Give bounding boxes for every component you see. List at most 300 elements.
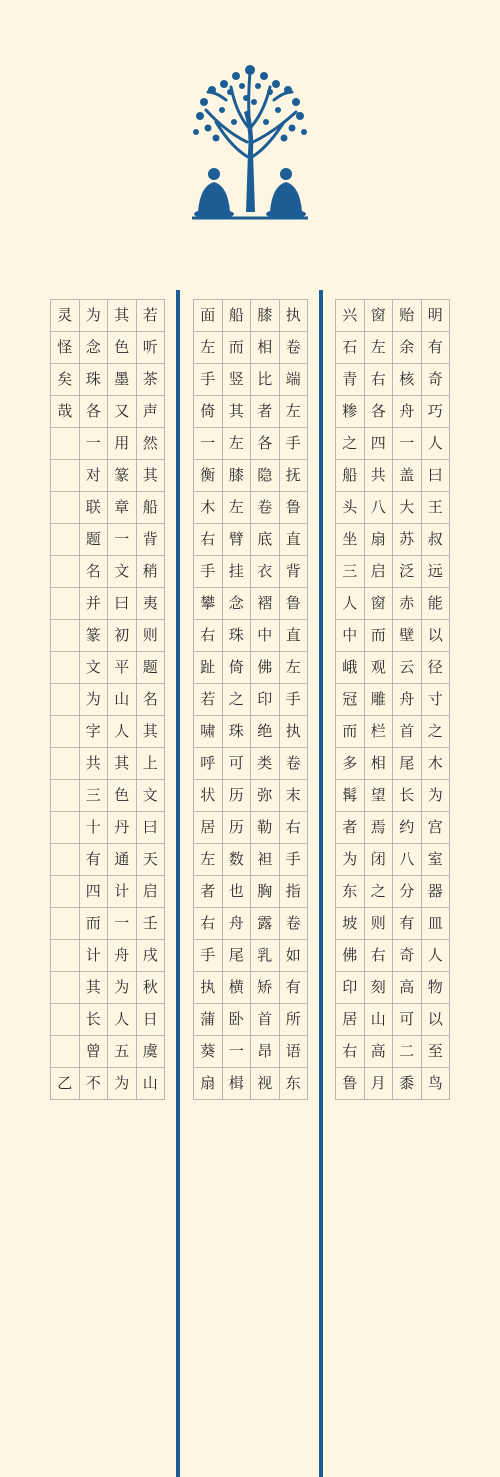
character-cell: 栏 xyxy=(365,716,394,748)
character-cell: 则 xyxy=(137,620,166,652)
character-cell: 贻 xyxy=(393,300,422,332)
character-cell: 卷 xyxy=(251,492,280,524)
character-cell xyxy=(51,524,80,556)
character-cell: 弥 xyxy=(251,780,280,812)
character-cell: 人 xyxy=(422,428,451,460)
character-cell: 若 xyxy=(194,684,223,716)
character-cell xyxy=(51,748,80,780)
character-cell xyxy=(51,620,80,652)
character-cell: 攀 xyxy=(194,588,223,620)
character-cell: 人 xyxy=(336,588,365,620)
character-cell: 褶 xyxy=(251,588,280,620)
character-cell: 之 xyxy=(336,428,365,460)
character-cell: 墨 xyxy=(108,364,137,396)
character-cell: 左 xyxy=(223,428,252,460)
character-cell: 直 xyxy=(280,620,309,652)
character-cell: 各 xyxy=(251,428,280,460)
character-cell: 也 xyxy=(223,876,252,908)
character-cell: 右 xyxy=(194,908,223,940)
character-cell: 夷 xyxy=(137,588,166,620)
character-cell: 指 xyxy=(280,876,309,908)
character-cell: 珠 xyxy=(80,364,109,396)
character-cell: 共 xyxy=(365,460,394,492)
character-cell: 器 xyxy=(422,876,451,908)
character-cell: 左 xyxy=(194,844,223,876)
character-cell: 苏 xyxy=(393,524,422,556)
character-cell: 可 xyxy=(223,748,252,780)
character-cell: 楫 xyxy=(223,1068,252,1100)
character-cell xyxy=(51,1004,80,1036)
character-cell: 扇 xyxy=(365,524,394,556)
character-cell: 云 xyxy=(393,652,422,684)
character-cell: 题 xyxy=(137,652,166,684)
character-cell: 执 xyxy=(194,972,223,1004)
character-cell: 文 xyxy=(108,556,137,588)
character-cell: 怪 xyxy=(51,332,80,364)
character-cell: 者 xyxy=(194,876,223,908)
character-cell: 青 xyxy=(336,364,365,396)
character-cell: 语 xyxy=(280,1036,309,1068)
character-cell: 天 xyxy=(137,844,166,876)
character-cell: 鲁 xyxy=(336,1068,365,1100)
character-cell: 曾 xyxy=(80,1036,109,1068)
character-cell: 为 xyxy=(108,1068,137,1100)
character-cell: 有 xyxy=(422,332,451,364)
character-cell: 不 xyxy=(80,1068,109,1100)
character-cell: 盖 xyxy=(393,460,422,492)
character-cell: 船 xyxy=(137,492,166,524)
character-cell: 其 xyxy=(223,396,252,428)
character-cell: 一 xyxy=(80,428,109,460)
character-cell: 声 xyxy=(137,396,166,428)
character-cell: 灵 xyxy=(51,300,80,332)
character-cell: 头 xyxy=(336,492,365,524)
character-cell: 二 xyxy=(393,1036,422,1068)
character-cell: 比 xyxy=(251,364,280,396)
character-cell: 相 xyxy=(251,332,280,364)
character-cell xyxy=(51,716,80,748)
character-cell: 对 xyxy=(80,460,109,492)
character-cell: 壬 xyxy=(137,908,166,940)
character-cell: 舟 xyxy=(393,396,422,428)
character-cell: 如 xyxy=(280,940,309,972)
character-cell: 袒 xyxy=(251,844,280,876)
character-cell: 丹 xyxy=(108,812,137,844)
character-cell: 其 xyxy=(137,716,166,748)
character-cell: 抚 xyxy=(280,460,309,492)
character-cell: 视 xyxy=(251,1068,280,1100)
character-cell: 题 xyxy=(80,524,109,556)
character-cell: 手 xyxy=(194,556,223,588)
character-cell: 右 xyxy=(365,940,394,972)
character-cell: 膝 xyxy=(223,460,252,492)
character-cell: 听 xyxy=(137,332,166,364)
divider-bar xyxy=(319,290,323,1477)
character-cell: 赤 xyxy=(393,588,422,620)
character-cell: 髯 xyxy=(336,780,365,812)
character-cell: 印 xyxy=(251,684,280,716)
character-cell: 右 xyxy=(194,524,223,556)
character-cell xyxy=(51,876,80,908)
character-cell: 为 xyxy=(108,972,137,1004)
character-cell: 章 xyxy=(108,492,137,524)
character-cell: 露 xyxy=(251,908,280,940)
character-cell: 戌 xyxy=(137,940,166,972)
character-cell: 三 xyxy=(80,780,109,812)
character-cell: 联 xyxy=(80,492,109,524)
character-cell: 峨 xyxy=(336,652,365,684)
character-cell: 日 xyxy=(137,1004,166,1036)
character-cell: 高 xyxy=(393,972,422,1004)
character-cell: 卷 xyxy=(280,748,309,780)
character-cell: 呼 xyxy=(194,748,223,780)
character-cell: 其 xyxy=(108,300,137,332)
character-cell: 木 xyxy=(422,748,451,780)
character-cell: 右 xyxy=(194,620,223,652)
character-cell: 窗 xyxy=(365,588,394,620)
character-cell: 左 xyxy=(365,332,394,364)
character-cell: 多 xyxy=(336,748,365,780)
character-cell: 卷 xyxy=(280,332,309,364)
character-cell: 倚 xyxy=(223,652,252,684)
character-cell: 左 xyxy=(223,492,252,524)
character-cell: 衡 xyxy=(194,460,223,492)
character-cell: 手 xyxy=(280,428,309,460)
character-cell: 月 xyxy=(365,1068,394,1100)
character-cell: 状 xyxy=(194,780,223,812)
character-cell: 有 xyxy=(280,972,309,1004)
character-cell: 壁 xyxy=(393,620,422,652)
character-cell: 倚 xyxy=(194,396,223,428)
character-cell: 佛 xyxy=(251,652,280,684)
character-cell: 执 xyxy=(280,716,309,748)
character-cell: 初 xyxy=(108,620,137,652)
character-cell: 坡 xyxy=(336,908,365,940)
character-cell: 石 xyxy=(336,332,365,364)
character-cell: 启 xyxy=(365,556,394,588)
character-cell: 有 xyxy=(80,844,109,876)
character-cell: 端 xyxy=(280,364,309,396)
character-cell: 用 xyxy=(108,428,137,460)
character-cell: 焉 xyxy=(365,812,394,844)
character-cell: 余 xyxy=(393,332,422,364)
character-cell: 中 xyxy=(336,620,365,652)
character-cell: 卧 xyxy=(223,1004,252,1036)
character-cell: 虞 xyxy=(137,1036,166,1068)
character-cell: 高 xyxy=(365,1036,394,1068)
tree-buddhas-logo-icon xyxy=(186,62,314,224)
character-cell: 若 xyxy=(137,300,166,332)
character-cell: 一 xyxy=(108,524,137,556)
character-cell: 远 xyxy=(422,556,451,588)
character-cell: 约 xyxy=(393,812,422,844)
character-cell: 乙 xyxy=(51,1068,80,1100)
character-cell: 背 xyxy=(137,524,166,556)
character-cell: 首 xyxy=(393,716,422,748)
character-cell: 并 xyxy=(80,588,109,620)
character-cell: 之 xyxy=(422,716,451,748)
character-cell: 右 xyxy=(365,364,394,396)
character-cell: 矫 xyxy=(251,972,280,1004)
character-cell: 糁 xyxy=(336,396,365,428)
character-cell xyxy=(51,940,80,972)
character-cell: 长 xyxy=(393,780,422,812)
character-cell: 能 xyxy=(422,588,451,620)
character-cell: 佛 xyxy=(336,940,365,972)
character-cell: 衣 xyxy=(251,556,280,588)
text-panel-middle xyxy=(193,299,308,1100)
character-cell: 者 xyxy=(336,812,365,844)
character-cell: 其 xyxy=(80,972,109,1004)
character-cell: 右 xyxy=(336,1036,365,1068)
character-cell: 手 xyxy=(194,940,223,972)
character-cell: 木 xyxy=(194,492,223,524)
character-cell: 名 xyxy=(137,684,166,716)
character-cell: 而 xyxy=(365,620,394,652)
character-cell: 之 xyxy=(365,876,394,908)
character-cell: 坐 xyxy=(336,524,365,556)
character-cell: 背 xyxy=(280,556,309,588)
character-cell: 核 xyxy=(393,364,422,396)
character-cell: 刻 xyxy=(365,972,394,1004)
character-cell: 相 xyxy=(365,748,394,780)
character-cell: 有 xyxy=(393,908,422,940)
character-cell: 字 xyxy=(80,716,109,748)
character-cell: 山 xyxy=(365,1004,394,1036)
character-cell: 乳 xyxy=(251,940,280,972)
character-cell: 趾 xyxy=(194,652,223,684)
character-cell: 直 xyxy=(280,524,309,556)
character-cell: 隐 xyxy=(251,460,280,492)
character-cell: 分 xyxy=(393,876,422,908)
character-cell: 末 xyxy=(280,780,309,812)
character-cell: 上 xyxy=(137,748,166,780)
character-cell: 篆 xyxy=(108,460,137,492)
character-cell: 奇 xyxy=(422,364,451,396)
character-cell xyxy=(51,780,80,812)
character-cell: 以 xyxy=(422,620,451,652)
character-cell: 茶 xyxy=(137,364,166,396)
character-cell: 雕 xyxy=(365,684,394,716)
character-cell: 一 xyxy=(108,908,137,940)
character-cell: 为 xyxy=(80,684,109,716)
character-cell: 手 xyxy=(194,364,223,396)
character-cell: 十 xyxy=(80,812,109,844)
character-cell: 其 xyxy=(108,748,137,780)
character-cell: 通 xyxy=(108,844,137,876)
character-cell: 居 xyxy=(194,812,223,844)
character-cell: 啸 xyxy=(194,716,223,748)
character-cell: 可 xyxy=(393,1004,422,1036)
character-cell: 尾 xyxy=(223,940,252,972)
character-cell: 启 xyxy=(137,876,166,908)
character-cell: 数 xyxy=(223,844,252,876)
character-cell: 一 xyxy=(393,428,422,460)
character-cell: 者 xyxy=(251,396,280,428)
character-cell: 曰 xyxy=(108,588,137,620)
character-cell: 船 xyxy=(336,460,365,492)
character-cell: 手 xyxy=(280,844,309,876)
character-cell: 四 xyxy=(365,428,394,460)
character-cell: 舟 xyxy=(393,684,422,716)
character-cell: 室 xyxy=(422,844,451,876)
character-cell: 横 xyxy=(223,972,252,1004)
character-cell: 闭 xyxy=(365,844,394,876)
character-cell: 左 xyxy=(280,396,309,428)
character-cell: 面 xyxy=(194,300,223,332)
character-cell: 手 xyxy=(280,684,309,716)
character-cell: 人 xyxy=(108,716,137,748)
character-cell: 东 xyxy=(336,876,365,908)
character-cell: 三 xyxy=(336,556,365,588)
character-cell: 寸 xyxy=(422,684,451,716)
character-cell xyxy=(51,588,80,620)
character-cell: 文 xyxy=(80,652,109,684)
character-cell: 计 xyxy=(108,876,137,908)
character-cell: 而 xyxy=(336,716,365,748)
character-cell: 色 xyxy=(108,332,137,364)
character-cell: 绝 xyxy=(251,716,280,748)
character-cell xyxy=(51,908,80,940)
divider-bar xyxy=(176,290,180,1477)
character-cell: 船 xyxy=(223,300,252,332)
character-cell: 为 xyxy=(80,300,109,332)
character-cell: 四 xyxy=(80,876,109,908)
character-cell: 明 xyxy=(422,300,451,332)
character-cell xyxy=(51,684,80,716)
character-cell: 至 xyxy=(422,1036,451,1068)
character-cell: 王 xyxy=(422,492,451,524)
character-cell: 兴 xyxy=(336,300,365,332)
character-cell: 尾 xyxy=(393,748,422,780)
character-cell: 以 xyxy=(422,1004,451,1036)
character-cell: 则 xyxy=(365,908,394,940)
character-cell: 东 xyxy=(280,1068,309,1100)
character-cell: 平 xyxy=(108,652,137,684)
character-cell: 左 xyxy=(194,332,223,364)
character-cell xyxy=(51,844,80,876)
character-cell: 右 xyxy=(280,812,309,844)
character-cell: 舟 xyxy=(108,940,137,972)
character-cell: 之 xyxy=(223,684,252,716)
character-cell: 名 xyxy=(80,556,109,588)
character-cell: 又 xyxy=(108,396,137,428)
character-cell: 印 xyxy=(336,972,365,1004)
character-cell: 昂 xyxy=(251,1036,280,1068)
character-cell: 葵 xyxy=(194,1036,223,1068)
character-cell: 冠 xyxy=(336,684,365,716)
character-cell: 巧 xyxy=(422,396,451,428)
character-cell: 蒲 xyxy=(194,1004,223,1036)
character-cell: 左 xyxy=(280,652,309,684)
character-cell: 勒 xyxy=(251,812,280,844)
character-cell: 各 xyxy=(80,396,109,428)
character-cell: 念 xyxy=(223,588,252,620)
character-cell: 五 xyxy=(108,1036,137,1068)
character-cell: 曰 xyxy=(422,460,451,492)
character-cell: 底 xyxy=(251,524,280,556)
character-cell: 大 xyxy=(393,492,422,524)
character-cell: 窗 xyxy=(365,300,394,332)
character-cell: 叔 xyxy=(422,524,451,556)
character-cell xyxy=(51,812,80,844)
character-cell: 鲁 xyxy=(280,492,309,524)
character-cell: 八 xyxy=(365,492,394,524)
character-cell xyxy=(51,492,80,524)
character-cell: 舟 xyxy=(223,908,252,940)
character-cell: 人 xyxy=(422,940,451,972)
character-cell: 一 xyxy=(223,1036,252,1068)
character-cell: 所 xyxy=(280,1004,309,1036)
character-cell: 山 xyxy=(108,684,137,716)
character-cell: 共 xyxy=(80,748,109,780)
character-cell: 人 xyxy=(108,1004,137,1036)
character-cell: 扇 xyxy=(194,1068,223,1100)
character-cell: 臂 xyxy=(223,524,252,556)
character-cell: 然 xyxy=(137,428,166,460)
character-cell: 各 xyxy=(365,396,394,428)
character-cell: 径 xyxy=(422,652,451,684)
character-cell: 黍 xyxy=(393,1068,422,1100)
character-cell: 矣 xyxy=(51,364,80,396)
character-cell: 执 xyxy=(280,300,309,332)
character-cell: 色 xyxy=(108,780,137,812)
character-cell: 观 xyxy=(365,652,394,684)
character-cell xyxy=(51,556,80,588)
character-cell: 首 xyxy=(251,1004,280,1036)
character-cell: 而 xyxy=(223,332,252,364)
character-cell: 一 xyxy=(194,428,223,460)
character-cell: 计 xyxy=(80,940,109,972)
character-cell: 为 xyxy=(422,780,451,812)
character-cell: 泛 xyxy=(393,556,422,588)
character-cell: 山 xyxy=(137,1068,166,1100)
character-cell: 类 xyxy=(251,748,280,780)
character-cell: 胸 xyxy=(251,876,280,908)
character-cell: 鲁 xyxy=(280,588,309,620)
character-cell: 挂 xyxy=(223,556,252,588)
character-cell xyxy=(51,460,80,492)
character-cell: 篆 xyxy=(80,620,109,652)
character-cell: 卷 xyxy=(280,908,309,940)
character-cell: 为 xyxy=(336,844,365,876)
character-cell: 哉 xyxy=(51,396,80,428)
character-cell: 居 xyxy=(336,1004,365,1036)
character-cell: 珠 xyxy=(223,716,252,748)
character-cell: 历 xyxy=(223,812,252,844)
character-cell: 八 xyxy=(393,844,422,876)
character-cell: 念 xyxy=(80,332,109,364)
character-cell: 秋 xyxy=(137,972,166,1004)
character-cell: 其 xyxy=(137,460,166,492)
text-panel-right xyxy=(335,299,450,1100)
character-cell: 膝 xyxy=(251,300,280,332)
character-cell: 竖 xyxy=(223,364,252,396)
character-cell: 文 xyxy=(137,780,166,812)
character-cell xyxy=(51,972,80,1004)
character-cell: 历 xyxy=(223,780,252,812)
character-cell: 物 xyxy=(422,972,451,1004)
character-cell: 长 xyxy=(80,1004,109,1036)
character-cell: 宫 xyxy=(422,812,451,844)
character-cell: 鸟 xyxy=(422,1068,451,1100)
character-cell: 皿 xyxy=(422,908,451,940)
character-cell: 而 xyxy=(80,908,109,940)
text-panel-left xyxy=(50,299,165,1100)
character-cell xyxy=(51,652,80,684)
character-cell: 望 xyxy=(365,780,394,812)
character-cell: 稍 xyxy=(137,556,166,588)
